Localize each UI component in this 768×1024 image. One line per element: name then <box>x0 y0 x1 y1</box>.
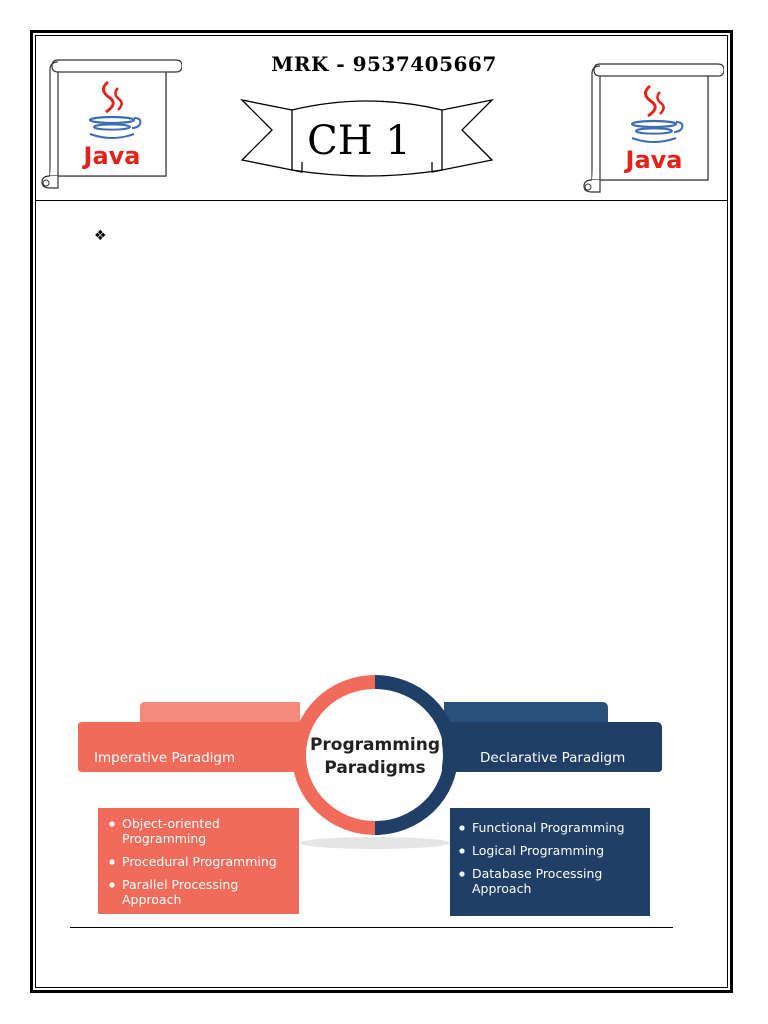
header-divider <box>36 200 727 201</box>
imperative-heading: Imperative Paradigm <box>94 750 236 766</box>
imperative-item-3-line-2: Approach <box>122 892 182 907</box>
bullet-marker: ❖ <box>94 228 107 244</box>
center-title-line1: Programming <box>309 735 441 755</box>
declarative-item-2-line-1: Logical Programming <box>472 843 605 858</box>
header-phone: MRK - 9537405667 <box>271 52 497 76</box>
java-logo-right-text: Java <box>625 146 683 174</box>
declarative-item-3-line-1: Database Processing <box>472 866 603 881</box>
bottom-divider <box>70 927 673 928</box>
chapter-label: CH 1 <box>307 118 411 164</box>
imperative-item-1-line-2: Programming <box>122 831 207 846</box>
declarative-item-1-line-1: Functional Programming <box>472 820 625 835</box>
declarative-item-3-line-2: Approach <box>472 881 532 896</box>
imperative-item-3-line-1: Parallel Processing <box>122 877 239 892</box>
imperative-item-2-line-1: Procedural Programming <box>122 854 277 869</box>
declarative-bullet-3 <box>459 871 464 876</box>
declarative-heading: Declarative Paradigm <box>480 750 626 766</box>
java-logo-left-text: Java <box>83 142 141 170</box>
imperative-item-1-line-1: Object-oriented <box>122 816 220 831</box>
declarative-bullet-1 <box>459 825 464 830</box>
center-title-line2: Paradigms <box>324 758 426 778</box>
paradigms-diagram <box>70 675 674 920</box>
imperative-bullet-3 <box>109 882 114 887</box>
java-logo-right <box>578 56 724 196</box>
declarative-bullet-2 <box>459 848 464 853</box>
imperative-bullet-1 <box>109 821 114 826</box>
imperative-bullet-2 <box>109 859 114 864</box>
